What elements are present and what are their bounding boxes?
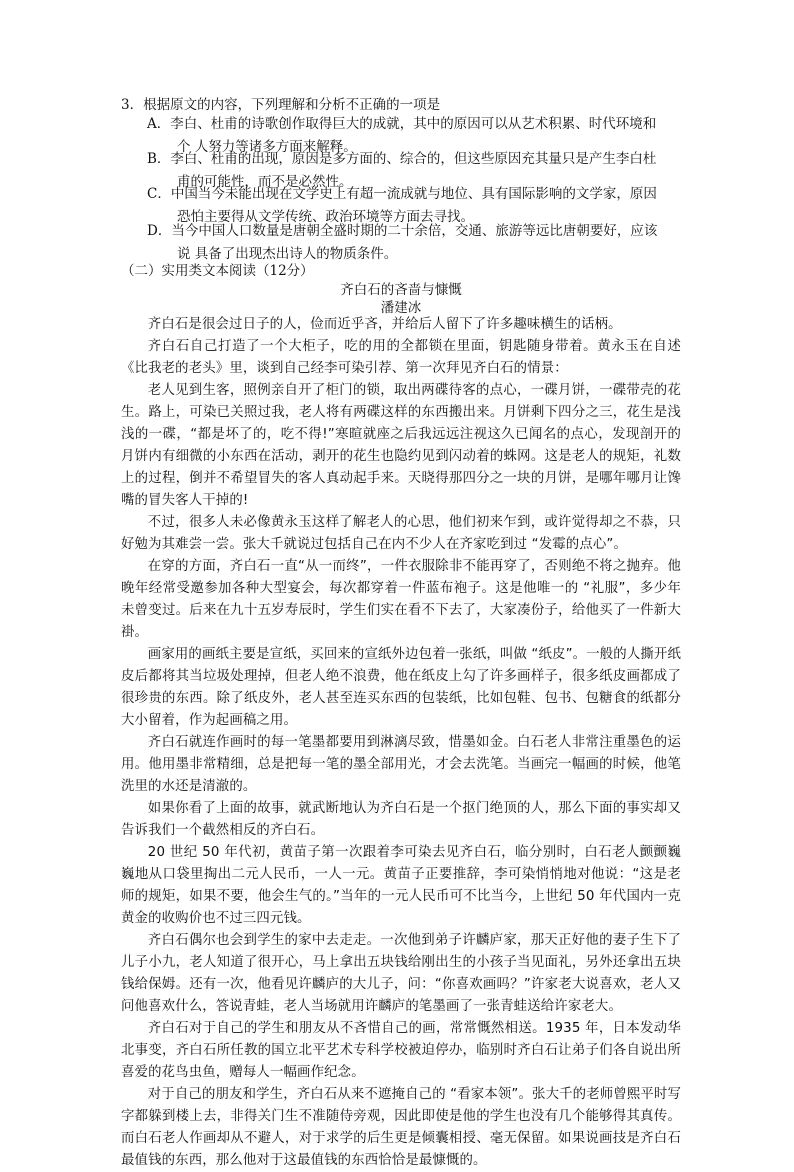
article-body bbox=[121, 314, 681, 1172]
article-author: 潘建冰 bbox=[380, 300, 422, 316]
option-c-line2: 恐怕主要得从文学传统、政治环境等方面去寻找。 bbox=[177, 209, 474, 225]
paragraph: 老人见到生客，照例亲自开了柜门的锁，取出两碟待客的点心，一碟月饼，一碟带壳的花生。路上，可染已关照过我，老人将有两碟这样的东西搬出来。月饼剩下四分之三，花生是浅浅的一碟，“都是坏了的，吃不得!”寒暄就座之后我远远注视这久已闻名的点心，发现剖开的月饼内有细微的小东西在活动，剥开的花生也隐约见到闪动着的蛛网。这是老人的规矩，礼数上的过程，倒并不希望冒失的客人真动起手来。天晓得那四分之一块的月饼，是哪年哪月让馋嘴的冒失客人干掉的! bbox=[121, 383, 681, 508]
option-c-line1: C．中国当今未能出现在文学史上有超一流成就与地位、具有国际影响的文学家，原因 bbox=[147, 186, 657, 202]
paragraph: 齐白石对于自己的学生和朋友从不吝惜自己的画，常常慨然相送。1935 年，日本发动华北事变，齐白石所任教的国立北平艺术专科学校被迫停办，临别时齐白石让弟子们各自说出所喜爱的花鸟虫鱼，赠每人一幅画作纪念。 bbox=[121, 1021, 681, 1080]
paragraph: 20 世纪 50 年代初，黄苗子第一次跟着李可染去见齐白石，临分别时，白石老人颤颤巍巍地从口袋里掏出二元人民币，一人一元。黄苗子正要推辞，李可染悄悄地对他说：“这是老师的规矩，如果不要，他会生气的。”当年的一元人民币可不比当今，上世纪 50 年代国内一克黄金的收购价也不过三四元钱。 bbox=[121, 845, 681, 926]
paragraph: 在穿的方面，齐白石一直“从一而终”，一件衣服除非不能再穿了，否则绝不将之抛弃。他晚年经常受邀参加各种大型宴会，每次都穿着一件蓝布袍子。这是他唯一的 “礼服”，多少年未曾变过。后来在九十五岁寿辰时，学生们实在看不下去了，大家凑份子，给他买了一件新大褂。 bbox=[121, 559, 681, 640]
option-d bbox=[147, 220, 707, 266]
paragraph: 如果你看了上面的故事，就武断地认为齐白石是一个抠门绝顶的人，那么下面的事实却又告诉我们一个截然相反的齐白石。 bbox=[121, 801, 681, 838]
option-d-line1: D．当今中国人口数量是唐朝全盛时期的二十余倍，交通、旅游等远比唐朝要好，应该 bbox=[147, 223, 658, 239]
option-d-line2: 说 具备了出现杰出诗人的物质条件。 bbox=[177, 246, 398, 262]
section-heading: （二）实用类文本阅读（12分） bbox=[121, 263, 314, 279]
paragraph: 齐白石偶尔也会到学生的家中去走走。一次他到弟子许麟庐家，那天正好他的妻子生下了儿子小九，老人知道了很开心，马上拿出五块钱给刚出生的小孩子当见面礼，另外还拿出五块钱给保姆。还有一次，他看见许麟庐的大儿子，问：“你喜欢画吗？”许家老大说喜欢，老人又问他喜欢什么，答说青蛙，老人当场就用许麟庐的笔墨画了一张青蛙送给许家老大。 bbox=[121, 933, 681, 1014]
paragraph: 齐白石自己打造了一个大柜子，吃的用的全都锁在里面，钥匙随身带着。黄永玉在自述《比我老的老头》里，谈到自己经李可染引荐、第一次拜见齐白石的情景： bbox=[121, 339, 681, 376]
option-b-line1: B．李白、杜甫的出现，原因是多方面的、综合的，但这些原因充其量只是产生李白杜 bbox=[147, 151, 657, 167]
article-title: 齐白石的吝啬与慷慨 bbox=[340, 282, 462, 298]
paragraph: 画家用的画纸主要是宣纸，买回来的宣纸外边包着一张纸，叫做 “纸皮”。一般的人撕开纸皮后都将其当垃圾处理掉，但老人绝不浪费，他在纸皮上勾了许多画样子，很多纸皮画都成了很珍贵的东西。除了纸皮外，老人甚至连买东西的包装纸，比如包鞋、包书、包糖食的纸都分大小留着，作为起画稿之用。 bbox=[121, 647, 681, 728]
paragraph: 齐白石是很会过日子的人，俭而近乎吝，并给后人留下了许多趣味横生的话柄。 bbox=[147, 317, 622, 332]
question-3-stem: 3．根据原文的内容，下列理解和分析不正确的一项是 bbox=[121, 97, 441, 113]
paragraph: 对于自己的朋友和学生，齐白石从来不遮掩自己的 “看家本领”。张大千的老师曾熙平时写字都躲到楼上去，非得关门生不准随侍旁观，因此即使是他的学生也没有几个能够得其真传。而白石老人作画却从不避人，对于求学的后生更是倾囊相授、毫无保留。如果说画技是齐白石最值钱的东西，那么他对于这最值钱的东西恰恰是最慷慨的。 bbox=[121, 1087, 681, 1168]
paragraph: 齐白石就连作画时的每一笔墨都要用到淋漓尽致，惜墨如金。白石老人非常注重墨色的运用。他用墨非常精细，总是把每一笔的墨全部用光，才会去洗笔。当画完一幅画的时候，他笔洗里的水还是清澈的。 bbox=[121, 735, 681, 794]
option-a-line1: A．李白、杜甫的诗歌创作取得巨大的成就，其中的原因可以从艺术积累、时代环境和 bbox=[147, 116, 657, 132]
option-a-line2: 个 人努力等诸多方面来解释。 bbox=[177, 139, 357, 155]
paragraph: 不过，很多人未必像黄永玉这样了解老人的心思，他们初来乍到，或许觉得却之不恭，只好勉为其难尝一尝。张大千就说过包括自己在内不少人在齐家吃到过 “发霉的点心”。 bbox=[121, 515, 681, 552]
option-b-line2: 甫的可能性，而不是必然性。 bbox=[177, 174, 353, 190]
